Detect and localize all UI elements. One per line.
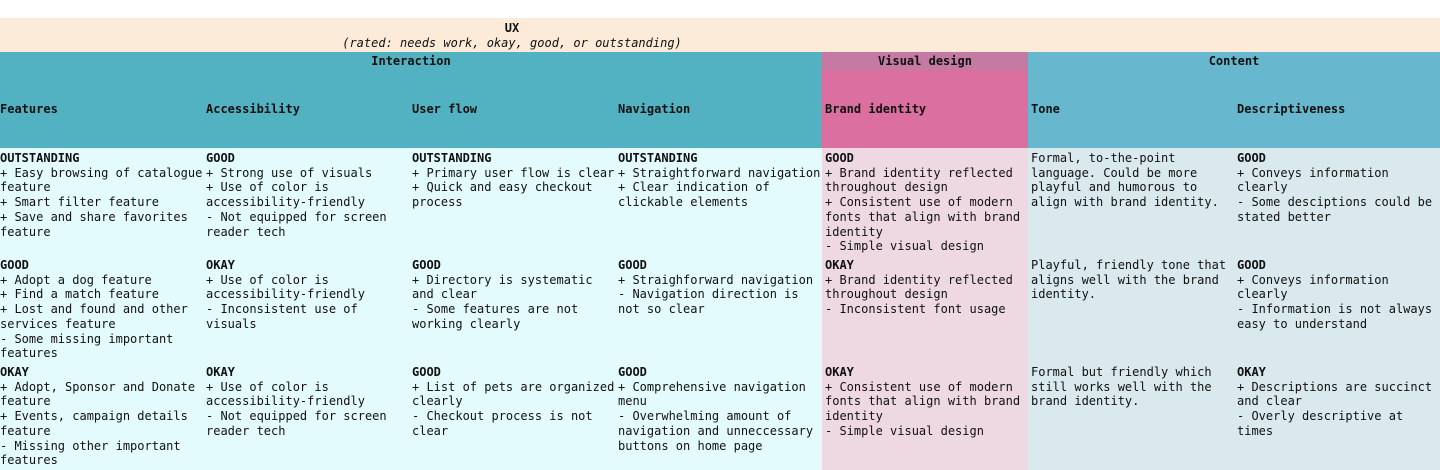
cell-text-line: Formal but friendly which still works well with the brand identity. <box>1031 365 1212 409</box>
cell-text-line: + Consistent use of modern fonts that align with brand identity <box>825 195 1021 239</box>
rating-label: OKAY <box>206 258 235 272</box>
cell-text-line: + Smart filter feature <box>0 195 159 210</box>
rating-label: GOOD <box>1237 258 1266 272</box>
rating-label: GOOD <box>1237 151 1266 165</box>
cell-text-line: + Save and share favorites feature <box>0 209 188 239</box>
ux-subtitle: (rated: needs work, okay, good, or outstanding) <box>342 36 682 50</box>
group-content: Content <box>1028 52 1440 70</box>
cell-text-line: + Use of color is accessibility-friendly <box>206 180 365 210</box>
group-interaction: Interaction <box>0 52 822 70</box>
group-visual-design: Visual design <box>822 52 1028 70</box>
rating-label: OUTSTANDING <box>618 151 698 165</box>
cell-text-line: + Comprehensive navigation menu <box>618 379 806 409</box>
column-header-features[interactable]: Features <box>0 70 206 148</box>
table-cell-user-flow[interactable] <box>412 151 616 210</box>
column-header-accessibility[interactable] <box>206 70 412 148</box>
top-margin <box>0 0 1440 18</box>
cell-text-line: - Not equipped for screen reader tech <box>206 409 387 438</box>
table-cell-navigation[interactable] <box>618 258 822 317</box>
table-cell-features[interactable] <box>0 365 204 468</box>
cell-text-line: Playful, friendly tone that aligns well with the brand identity. <box>1031 258 1227 302</box>
table-cell-navigation[interactable] <box>618 365 822 453</box>
cell-text-line: + Descriptions are succinct and clear <box>1237 379 1433 409</box>
rating-label: GOOD <box>618 365 647 379</box>
rating-label: GOOD <box>412 365 441 379</box>
table-cell-brand-identity[interactable] <box>825 365 1029 439</box>
rating-label: OUTSTANDING <box>412 151 492 165</box>
table-cell-tone[interactable] <box>1031 151 1235 210</box>
rating-label: GOOD <box>0 258 29 272</box>
ux-header-band <box>0 18 1440 52</box>
cell-text-line: + List of pets are organized clearly <box>412 379 615 409</box>
cell-text-line: + Lost and found and other services feature <box>0 302 188 331</box>
cell-text-line: + Conveys information clearly <box>1237 272 1389 302</box>
cell-text-line: + Adopt, Sponsor and Donate feature <box>0 379 196 409</box>
cell-text-line: - Some features are not working clearly <box>412 302 579 331</box>
cell-text-line: + Quick and easy checkout process <box>412 180 593 210</box>
cell-text-line: Formal, to-the-point language. Could be more playful and humorous to align with brand identity. <box>1031 151 1219 210</box>
cell-text-line: + Straightforward navigation <box>618 165 821 180</box>
rating-label: GOOD <box>206 151 235 165</box>
table-cell-navigation[interactable] <box>618 151 822 210</box>
cell-text-line: - Overwhelming amount of navigation and unneccessary buttons on home page <box>618 409 814 453</box>
column-header-navigation[interactable]: Navigation <box>618 70 822 148</box>
rating-label: OKAY <box>825 365 854 379</box>
cell-text-line: - Some missing important features <box>0 331 174 361</box>
table-cell-accessibility[interactable] <box>206 258 410 332</box>
table-cell-user-flow[interactable] <box>412 258 616 332</box>
table-cell-accessibility[interactable] <box>206 365 410 439</box>
cell-text-line: + Find a match feature <box>0 287 159 302</box>
ux-title: UX <box>504 21 520 35</box>
cell-text-line: + Events, campaign details feature <box>0 409 188 438</box>
cell-text-line: - Missing other important features <box>0 438 181 468</box>
table-body <box>0 148 1440 470</box>
column-header-brand-identity[interactable]: Brand identity <box>822 70 1028 148</box>
cell-text-line: + Clear indication of clickable elements <box>618 180 770 210</box>
rating-label: OKAY <box>1237 365 1266 379</box>
cell-text-line: + Conveys information clearly <box>1237 165 1389 195</box>
cell-text-line: - Some desciptions could be stated better <box>1237 195 1433 224</box>
table-cell-tone[interactable] <box>1031 258 1235 302</box>
rating-label: GOOD <box>618 258 647 272</box>
cell-text-line: + Easy browsing of catalogue feature <box>0 165 203 195</box>
cell-text-line: + Consistent use of modern fonts that align with brand identity <box>825 379 1021 424</box>
rating-label: OKAY <box>825 258 854 272</box>
table-cell-brand-identity[interactable] <box>825 258 1029 317</box>
table-cell-accessibility[interactable] <box>206 151 410 239</box>
table-cell-tone[interactable] <box>1031 365 1235 409</box>
column-header-descriptiveness[interactable]: Descriptiveness <box>1234 70 1440 148</box>
table-cell-descriptiveness[interactable] <box>1237 365 1440 439</box>
cell-text-line: + Use of color is accessibility-friendly <box>206 272 365 302</box>
table-cell-user-flow[interactable] <box>412 365 616 439</box>
rating-label: GOOD <box>825 151 854 165</box>
cell-text-line: - Inconsistent use of visuals <box>206 302 358 331</box>
cell-text-line: + Adopt a dog feature <box>0 272 152 287</box>
table-cell-descriptiveness[interactable] <box>1237 258 1440 332</box>
cell-text-line: - Inconsistent font usage <box>825 302 1006 317</box>
column-header-row <box>0 70 1440 148</box>
cell-text-line: + Brand identity reflected throughout design <box>825 165 1013 195</box>
cell-text-line: - Simple visual design <box>825 239 984 254</box>
column-header-tone[interactable]: Tone <box>1028 70 1234 148</box>
cell-text-line: + Use of color is accessibility-friendly <box>206 379 365 409</box>
cell-text-line: - Overly descriptive at times <box>1237 409 1404 438</box>
cell-text-line: - Checkout process is not clear <box>412 409 593 438</box>
cell-text-line: + Primary user flow is clear <box>412 165 615 180</box>
table-cell-descriptiveness[interactable] <box>1237 151 1440 225</box>
column-header-accessibility-label: Accessibility <box>206 102 300 116</box>
column-header-user-flow[interactable]: User flow <box>412 70 618 148</box>
rating-label: OKAY <box>0 365 29 379</box>
rating-label: OUTSTANDING <box>0 151 80 165</box>
table-cell-features[interactable] <box>0 258 204 361</box>
table-cell-features[interactable] <box>0 151 204 239</box>
cell-text-line: - Simple visual design <box>825 423 984 438</box>
rating-label: OKAY <box>206 365 235 379</box>
cell-text-line: + Strong use of visuals <box>206 165 373 180</box>
cell-text-line: + Directory is systematic and clear <box>412 272 593 302</box>
cell-text-line: - Information is not always easy to understand <box>1237 302 1433 331</box>
rating-label: GOOD <box>412 258 441 272</box>
cell-text-line: - Not equipped for screen reader tech <box>206 209 387 239</box>
cell-text-line: + Brand identity reflected throughout design <box>825 272 1013 302</box>
table-cell-brand-identity[interactable] <box>825 151 1029 254</box>
cell-text-line: + Straighforward navigation <box>618 272 814 287</box>
cell-text-line: - Navigation direction is not so clear <box>618 287 799 317</box>
